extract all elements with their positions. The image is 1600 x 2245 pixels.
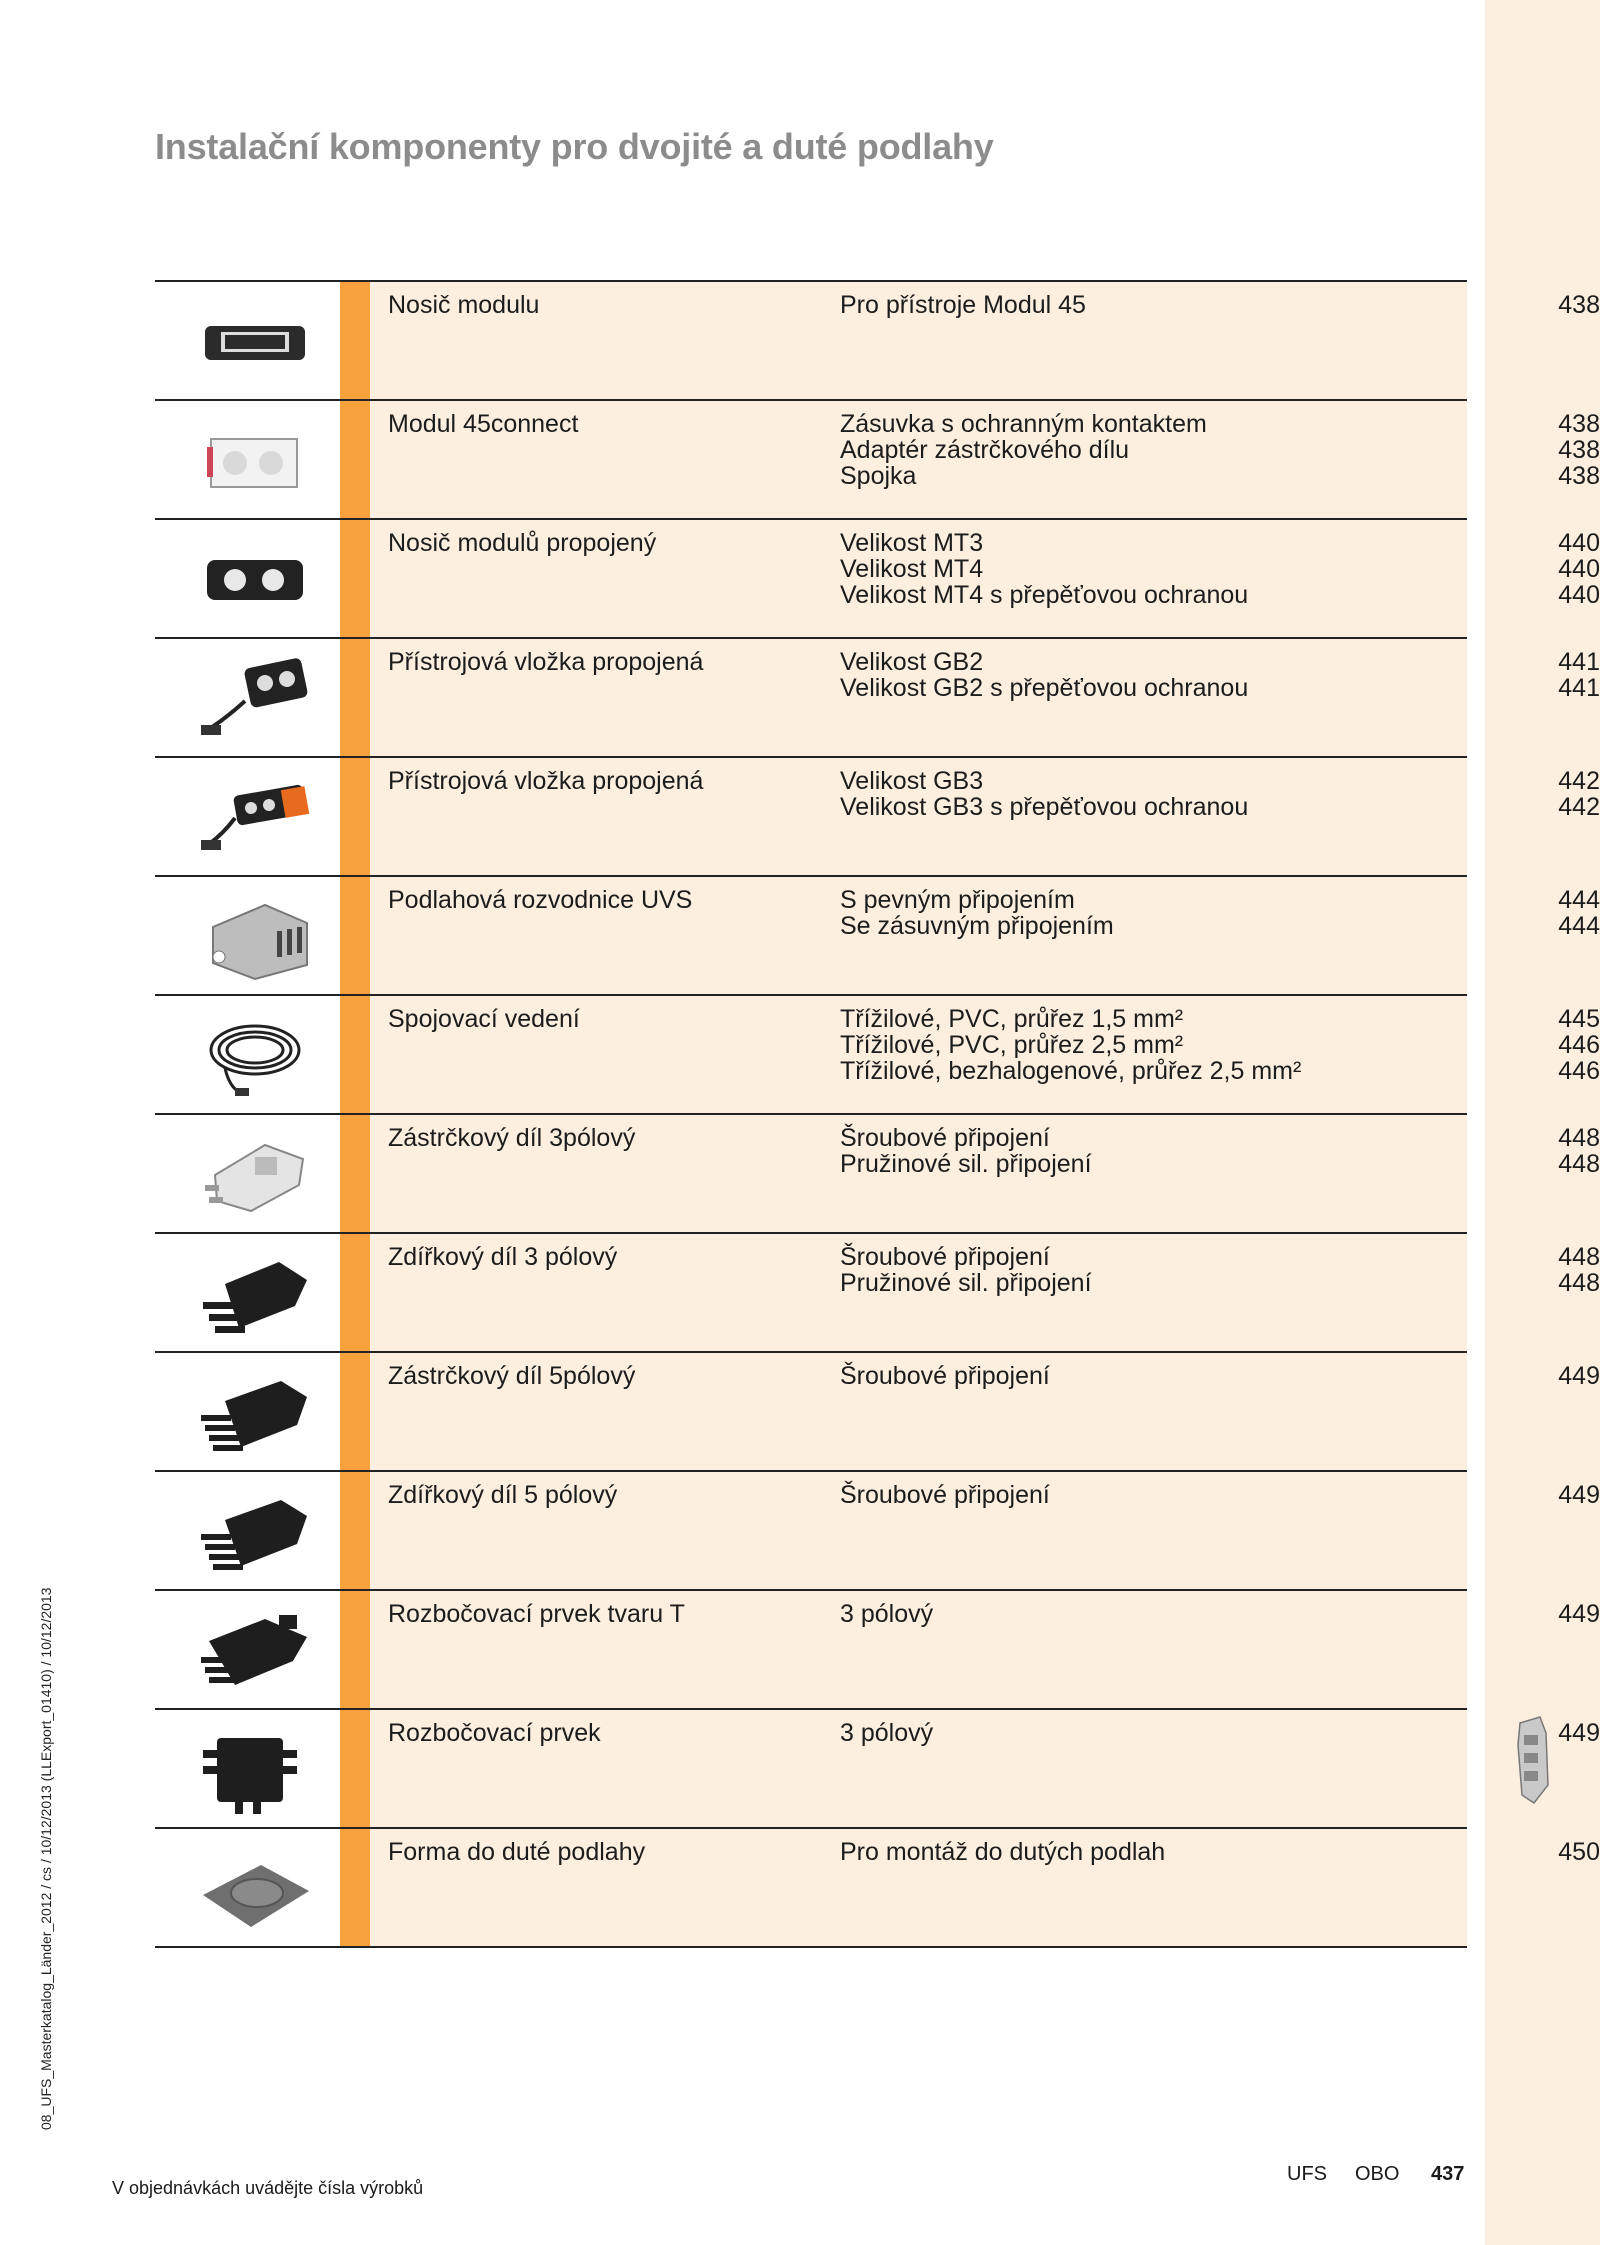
variant-description: Velikost MT4 xyxy=(840,555,984,583)
variant-page-link[interactable]: 440 xyxy=(1558,529,1600,557)
variant-description: Třížilové, PVC, průřez 2,5 mm² xyxy=(840,1031,1184,1059)
variant-description: 3 pólový xyxy=(840,1600,934,1628)
product-name: Zástrčkový díl 5pólový xyxy=(388,1362,636,1390)
socket-part-3-icon xyxy=(155,1234,340,1351)
table-row xyxy=(155,518,1600,637)
accent-bar xyxy=(340,401,370,518)
product-name: Nosič modulu xyxy=(388,291,540,319)
product-name: Zdířkový díl 3 pólový xyxy=(388,1243,618,1271)
variant-page-link[interactable]: 449 xyxy=(1558,1719,1600,1747)
variant-description: Velikost GB3 xyxy=(840,767,984,795)
variant-item xyxy=(840,1270,1600,1296)
product-name: Rozbočovací prvek xyxy=(388,1719,601,1747)
variant-page-link[interactable]: 449 xyxy=(1558,1481,1600,1509)
variant-list xyxy=(840,1839,1600,1865)
product-name: Rozbočovací prvek tvaru T xyxy=(388,1600,685,1628)
variant-item xyxy=(840,1720,1600,1746)
variant-description: S pevným připojením xyxy=(840,886,1075,914)
table-row xyxy=(155,637,1600,756)
distributor-icon xyxy=(155,1710,340,1827)
variant-item xyxy=(840,794,1600,820)
product-name: Nosič modulů propojený xyxy=(388,529,657,557)
variant-description: Se zásuvným připojením xyxy=(840,912,1114,940)
variant-page-link[interactable]: 450 xyxy=(1558,1838,1600,1866)
variant-item xyxy=(840,887,1600,913)
variant-item xyxy=(840,1363,1600,1389)
footer-brand: OBO xyxy=(1355,2163,1400,2185)
module-carrier-icon xyxy=(155,282,340,399)
variant-item xyxy=(840,649,1600,675)
product-name: Forma do duté podlahy xyxy=(388,1838,646,1866)
socket-module-icon xyxy=(155,401,340,518)
page-title: Instalační komponenty pro dvojité a duté podlahy xyxy=(155,126,994,167)
variant-list xyxy=(840,292,1600,318)
variant-description: Velikost GB2 xyxy=(840,648,984,676)
distribution-box-icon xyxy=(155,877,340,994)
accent-bar xyxy=(340,1472,370,1589)
variant-list xyxy=(840,411,1600,489)
accent-bar xyxy=(340,1591,370,1708)
device-insert-icon xyxy=(155,639,340,756)
variant-page-link[interactable]: 448 xyxy=(1558,1269,1600,1297)
connected-carrier-icon xyxy=(155,520,340,637)
socket-part-5-icon xyxy=(155,1472,340,1589)
table-row xyxy=(155,1708,1600,1827)
t-distributor-icon xyxy=(155,1591,340,1708)
variant-page-link[interactable]: 442 xyxy=(1558,793,1600,821)
table-row xyxy=(155,756,1600,875)
table-row xyxy=(155,994,1600,1113)
product-name: Podlahová rozvodnice UVS xyxy=(388,886,693,914)
footer-note: V objednávkách uvádějte čísla výrobků xyxy=(112,2178,424,2198)
table-row xyxy=(155,875,1600,994)
variant-list xyxy=(840,1244,1600,1296)
cavity-floor-mould-icon xyxy=(155,1829,340,1946)
product-name: Přístrojová vložka propojená xyxy=(388,648,704,676)
variant-item xyxy=(840,411,1600,437)
table-row xyxy=(155,1589,1600,1708)
variant-item xyxy=(840,463,1600,489)
variant-item xyxy=(840,1482,1600,1508)
variant-description: Velikost MT4 s přepěťovou ochranou xyxy=(840,581,1249,609)
variant-page-link[interactable]: 446 xyxy=(1558,1057,1600,1085)
accent-bar xyxy=(340,877,370,994)
variant-page-link[interactable]: 442 xyxy=(1558,767,1600,795)
variant-list xyxy=(840,1601,1600,1627)
variant-item xyxy=(840,675,1600,701)
variant-item xyxy=(840,1601,1600,1627)
variant-list xyxy=(840,1125,1600,1177)
variant-page-link[interactable]: 438 xyxy=(1558,462,1600,490)
accent-bar xyxy=(340,1710,370,1827)
variant-page-link[interactable]: 448 xyxy=(1558,1243,1600,1271)
variant-item xyxy=(840,1151,1600,1177)
accent-bar xyxy=(340,520,370,637)
accent-bar xyxy=(340,1234,370,1351)
variant-page-link[interactable]: 438 xyxy=(1558,291,1600,319)
variant-description: Pružinové sil. připojení xyxy=(840,1150,1092,1178)
variant-description: Velikost MT3 xyxy=(840,529,984,557)
variant-description: Spojka xyxy=(840,462,917,490)
variant-page-link[interactable]: 444 xyxy=(1558,886,1600,914)
table-row xyxy=(155,1113,1600,1232)
variant-description: Velikost GB3 s přepěťovou ochranou xyxy=(840,793,1249,821)
variant-item xyxy=(840,556,1600,582)
variant-page-link[interactable]: 445 xyxy=(1558,1005,1600,1033)
side-file-reference: 08_UFS_Masterkatalog_Länder_2012 / cs / 10/12/2013 (LLExport_01410) / 10/12/2013 xyxy=(38,1587,54,2130)
variant-description: Pružinové sil. připojení xyxy=(840,1269,1092,1297)
variant-description: Šroubové připojení xyxy=(840,1124,1050,1152)
variant-description: Adaptér zástrčkového dílu xyxy=(840,436,1130,464)
variant-list xyxy=(840,1482,1600,1508)
accent-bar xyxy=(340,1353,370,1470)
variant-item xyxy=(840,1058,1600,1084)
table-row xyxy=(155,1827,1600,1948)
variant-description: Šroubové připojení xyxy=(840,1362,1050,1390)
variant-list xyxy=(840,1006,1600,1084)
variant-item xyxy=(840,1244,1600,1270)
variant-list xyxy=(840,1720,1600,1746)
variant-item xyxy=(840,1839,1600,1865)
variant-page-link[interactable]: 449 xyxy=(1558,1362,1600,1390)
variant-item xyxy=(840,437,1600,463)
variant-list xyxy=(840,768,1600,820)
variant-item xyxy=(840,1006,1600,1032)
accent-bar xyxy=(340,996,370,1113)
variant-page-link[interactable]: 441 xyxy=(1558,648,1600,676)
variant-page-link[interactable]: 438 xyxy=(1558,410,1600,438)
variant-list xyxy=(840,887,1600,939)
variant-page-link[interactable]: 438 xyxy=(1558,436,1600,464)
table-row xyxy=(155,399,1600,518)
variant-item xyxy=(840,1125,1600,1151)
variant-description: Třížilové, PVC, průřez 1,5 mm² xyxy=(840,1005,1184,1033)
product-name: Zdířkový díl 5 pólový xyxy=(388,1481,618,1509)
variant-item xyxy=(840,582,1600,608)
variant-item xyxy=(840,768,1600,794)
footer-section: UFS xyxy=(1287,2163,1327,2185)
table-row xyxy=(155,1351,1600,1470)
page-number: 437 xyxy=(1431,2163,1465,2185)
variant-item xyxy=(840,913,1600,939)
variant-page-link[interactable]: 440 xyxy=(1558,555,1600,583)
variant-item xyxy=(840,1032,1600,1058)
variant-item xyxy=(840,530,1600,556)
variant-description: Šroubové připojení xyxy=(840,1243,1050,1271)
variant-description: Pro přístroje Modul 45 xyxy=(840,291,1086,319)
variant-description: Pro montáž do dutých podlah xyxy=(840,1838,1166,1866)
accent-bar xyxy=(340,1829,370,1946)
variant-page-link[interactable]: 444 xyxy=(1558,912,1600,940)
variant-page-link[interactable]: 441 xyxy=(1558,674,1600,702)
accent-bar xyxy=(340,1115,370,1232)
table-row xyxy=(155,280,1600,399)
accent-bar xyxy=(340,639,370,756)
variant-description: Zásuvka s ochranným kontaktem xyxy=(840,410,1207,438)
variant-list xyxy=(840,649,1600,701)
product-name: Přístrojová vložka propojená xyxy=(388,767,704,795)
variant-page-link[interactable]: 448 xyxy=(1558,1150,1600,1178)
table-row xyxy=(155,1470,1600,1589)
variant-page-link[interactable]: 440 xyxy=(1558,581,1600,609)
plug-white-icon xyxy=(155,1115,340,1232)
variant-item xyxy=(840,292,1600,318)
cable-coil-icon xyxy=(155,996,340,1113)
variant-page-link[interactable]: 449 xyxy=(1558,1600,1600,1628)
variant-page-link[interactable]: 446 xyxy=(1558,1031,1600,1059)
table-row xyxy=(155,1232,1600,1351)
accent-bar xyxy=(340,758,370,875)
side-band xyxy=(1485,0,1600,2245)
product-name: Zástrčkový díl 3pólový xyxy=(388,1124,636,1152)
variant-description: Šroubové připojení xyxy=(840,1481,1050,1509)
plug-5-icon xyxy=(155,1353,340,1470)
variant-list xyxy=(840,530,1600,608)
variant-description: Velikost GB2 s přepěťovou ochranou xyxy=(840,674,1249,702)
product-name: Modul 45connect xyxy=(388,410,579,438)
product-name: Spojovací vedení xyxy=(388,1005,580,1033)
device-insert-orange-icon xyxy=(155,758,340,875)
variant-page-link[interactable]: 448 xyxy=(1558,1124,1600,1152)
product-table xyxy=(155,280,1600,1948)
accent-bar xyxy=(340,282,370,399)
variant-list xyxy=(840,1363,1600,1389)
variant-description: Třížilové, bezhalogenové, průřez 2,5 mm² xyxy=(840,1057,1302,1085)
variant-description: 3 pólový xyxy=(840,1719,934,1747)
